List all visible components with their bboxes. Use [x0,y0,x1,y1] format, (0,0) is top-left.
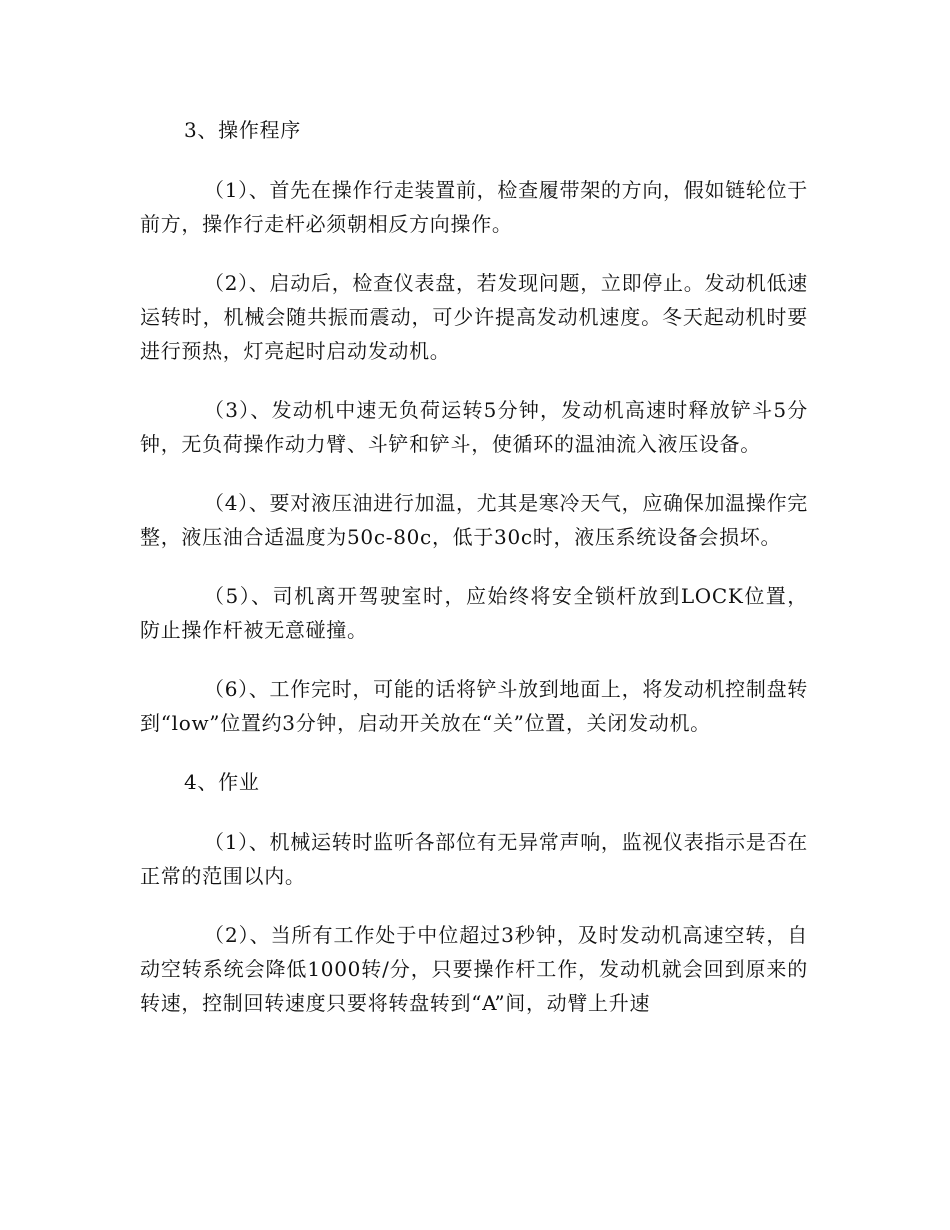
paragraph-3-4: （4）、要对液压油进行加温，尤其是寒冷天气，应确保加温操作完整，液压油合适温度为50c-80c，低于30c时，液压系统设备会损坏。 [140,491,808,549]
paragraph-3-1: （1）、首先在操作行走装置前，检查履带架的方向，假如链轮位于前方，操作行走杆必须朝相反方向操作。 [140,178,808,236]
section-heading-operation: 4、作业 [184,770,260,794]
paragraph-3-2: （2）、启动后，检查仪表盘，若发现问题，立即停止。发动机低速运转时，机械会随共振而震动，可少许提高发动机速度。冬天起动机时要进行预热，灯亮起时启动发动机。 [140,271,808,363]
paragraph-3-5: （5）、司机离开驾驶室时，应始终将安全锁杆放到LOCK位置，防止操作杆被无意碰撞。 [140,584,808,642]
paragraph-3-3: （3）、发动机中速无负荷运转5分钟，发动机高速时释放铲斗5分钟，无负荷操作动力臂、斗铲和铲斗，使循环的温油流入液压设备。 [140,398,808,456]
paragraph-3-6: （6）、工作完时，可能的话将铲斗放到地面上，将发动机控制盘转到“low”位置约3分钟，启动开关放在“关”位置，关闭发动机。 [140,677,808,735]
paragraph-4-1: （1）、机械运转时监听各部位有无异常声响，监视仪表指示是否在正常的范围以内。 [140,830,808,888]
document-body [140,113,808,1044]
section-heading-operation-procedure: 3、操作程序 [184,118,301,142]
paragraph-4-2: （2）、当所有工作处于中位超过3秒钟，及时发动机高速空转，自动空转系统会降低1000转/分，只要操作杆工作，发动机就会回到原来的转速，控制回转速度只要将转盘转到“A”间，动臂上升速 [140,923,808,1015]
